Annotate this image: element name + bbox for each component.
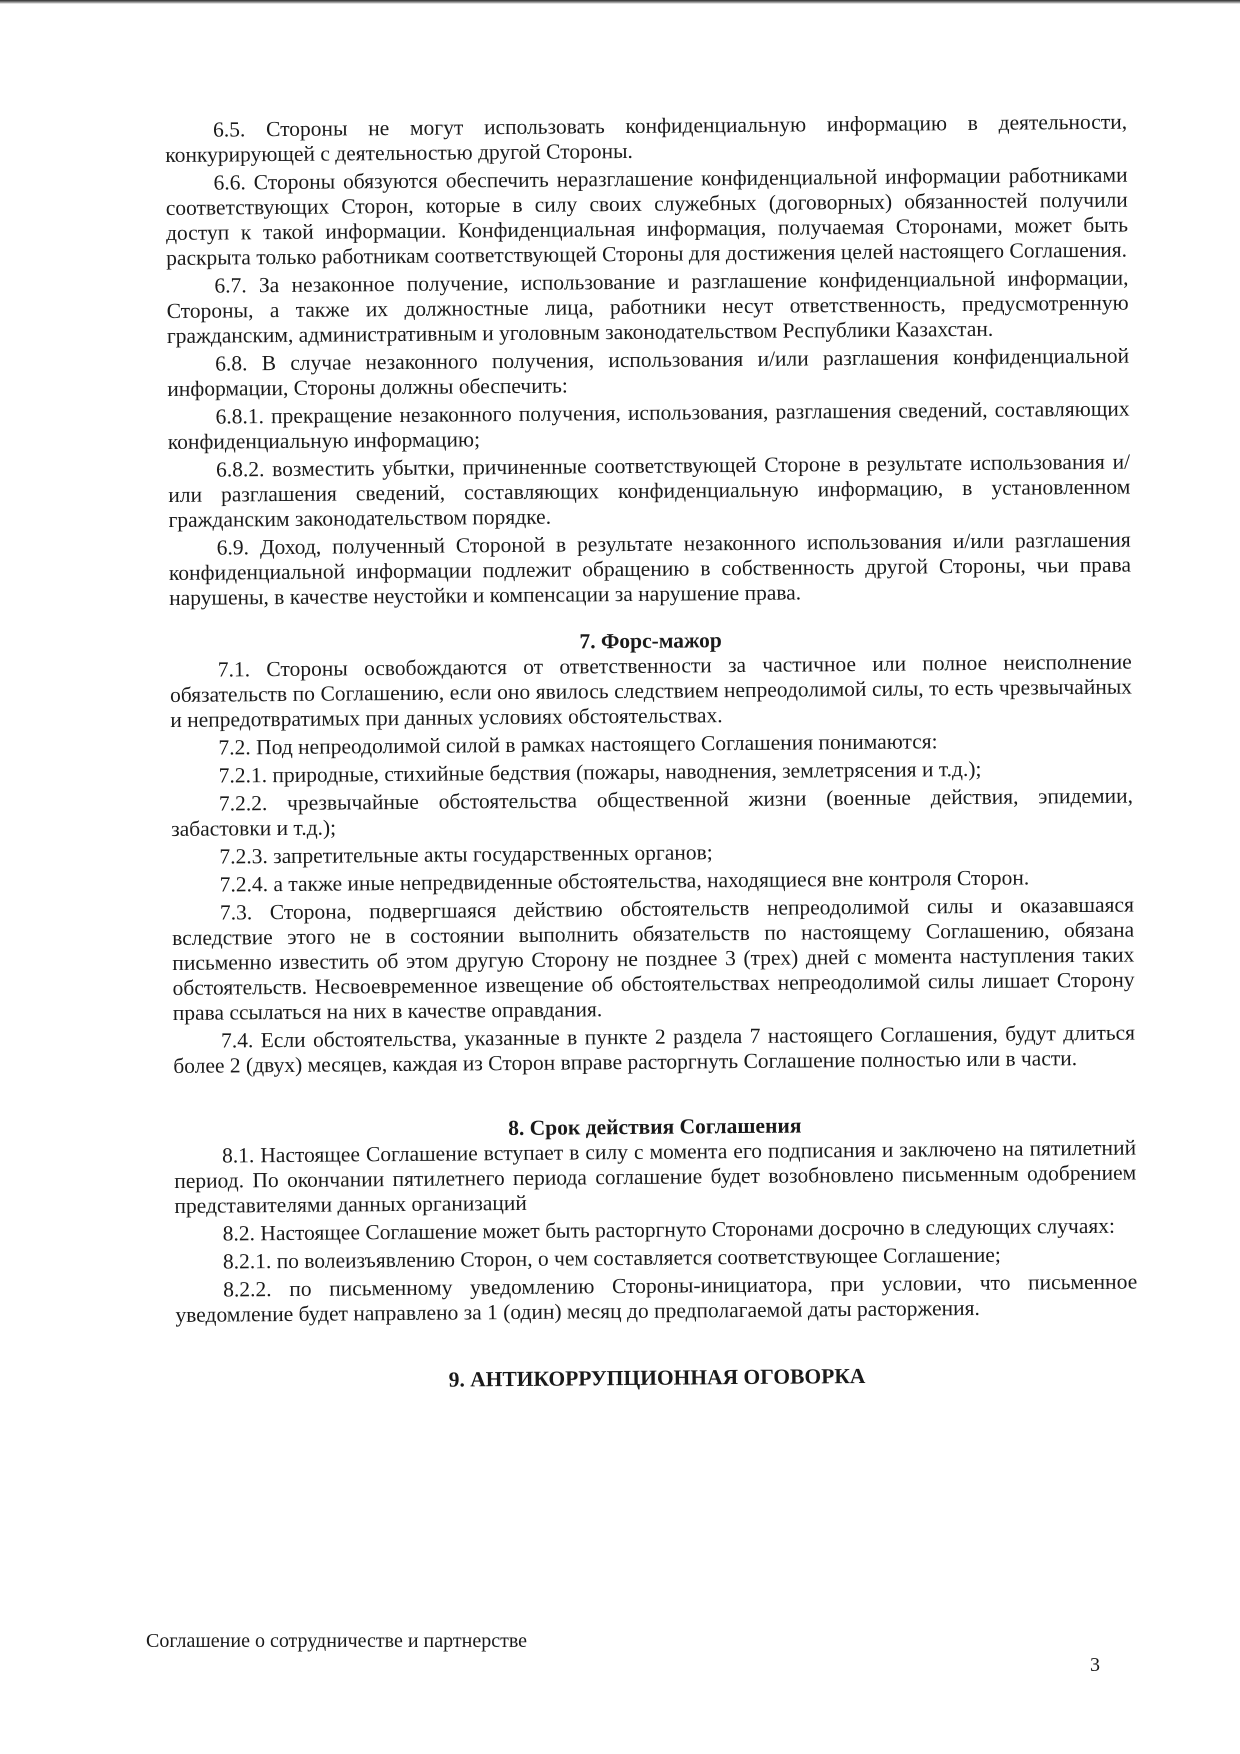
paragraph-8-2: 8.2. Настоящее Соглашение может быть расторгнуто Сторонами досрочно в следующих случаях: [222, 1213, 1116, 1246]
section-9-heading: 9. АНТИКОРРУПЦИОННАЯ ОГОВОРКА [448, 1363, 866, 1392]
paragraph-6-8: 6.8. В случае незаконного получения, использования и/или разглашения конфиденциальной информации, Стороны должны обеспечить: [167, 343, 1130, 401]
paragraph-6-8-1: 6.8.1. прекращение незаконного получения, использования, разглашения сведений, составляющих конфиденциальную информацию; [167, 396, 1130, 454]
paragraph-7-2-3: 7.2.3. запретительные акты государственных органов; [219, 840, 713, 869]
footer-page-number: 3 [1090, 1654, 1100, 1676]
paragraph-7-2-2: 7.2.2. чрезвычайные обстоятельства общественной жизни (военные действия, эпидемии, забастовки и т.д.); [171, 783, 1134, 841]
paragraph-8-2-1: 8.2.1. по волеизъявлению Сторон, о чем составляется соответствующее Соглашение; [222, 1242, 1001, 1274]
paragraph-7-1: 7.1. Стороны освобождаются от ответственности за частичное или полное неисполнение обязательств по Соглашению, если оно явилось следствием непреодолимой силы, то есть чрезвычайных и непредотвратимых при данных условиях обстоятельствах. [169, 649, 1133, 732]
footer-document-title: Соглашение о сотрудничестве и партнерстве [146, 1630, 528, 1652]
document-page [165, 110, 1138, 1395]
paragraph-7-2-1: 7.2.1. природные, стихийные бедствия (пожары, наводнения, землетрясения и т.д.); [218, 756, 982, 788]
section-7-heading: 7. Форс-мажор [579, 628, 722, 654]
paragraph-6-8-2: 6.8.2. возместить убытки, причиненные соответствующей Стороне в результате использования и/или разглашения сведений, составляющих конфиденциальную информацию, в установленном гражданским законодательством порядке. [168, 449, 1131, 532]
paragraph-7-3: 7.3. Сторона, подвергшаяся действию обстоятельств непреодолимой силы и оказавшаяся вследствие этого не в состоянии выполнить обязательств по настоящему Соглашению, обязана письменно известить об этом другую Сторону не позднее 3 (трех) дней с момента наступления таких обстоятельств. Несвоевременное извещение об обстоятельствах непреодолимой силы лишает Сторону права ссылаться на них в качестве оправдания. [172, 892, 1135, 1025]
paragraph-8-1: 8.1. Настоящее Соглашение вступает в силу с момента его подписания и заключено на пятилетний период. По окончании пятилетнего периода соглашение будет возобновлено письменным одобрением представителями данных организаций [174, 1135, 1137, 1218]
paragraph-6-7: 6.7. За незаконное получение, использование и разглашение конфиденциальной информации, Стороны, а также их должностные лица, работники несут ответственность, предусмотренную гражданским, административным и уголовным законодательством Республики Казахстан. [166, 265, 1129, 348]
paragraph-8-2-2: 8.2.2. по письменному уведомлению Стороны-инициатора, при условии, что письменное уведомление будет направлено за 1 (один) месяц до предполагаемой даты расторжения. [175, 1269, 1138, 1327]
paragraph-6-5: 6.5. Стороны не могут использовать конфиденциальную информацию в деятельности, конкурирующей с деятельностью другой Стороны. [165, 109, 1128, 167]
paragraph-7-2-4: 7.2.4. а также иные непредвиденные обстоятельства, находящиеся вне контроля Сторон. [219, 865, 1030, 897]
section-8-heading: 8. Срок действия Соглашения [508, 1113, 802, 1141]
paragraph-6-6: 6.6. Стороны обязуются обеспечить неразглашение конфиденциальной информации работниками соответствующих Сторон, которые в силу своих служебных (договорных) обязанностей получили доступ к такой информации. Конфиденциальная информация, получаемая Сторонами, может быть раскрыта только работникам соответствующей Стороны для достижения целей настоящего Соглашения. [165, 162, 1129, 270]
paragraph-7-4: 7.4. Если обстоятельства, указанные в пункте 2 раздела 7 настоящего Соглашения, будут длиться более 2 (двух) месяцев, каждая из Сторон вправе расторгнуть Соглашение полностью или в части. [173, 1020, 1136, 1078]
paragraph-7-2: 7.2. Под непреодолимой силой в рамках настоящего Соглашения понимаются: [218, 729, 938, 760]
scan-top-edge [0, 0, 1240, 4]
paragraph-6-9: 6.9. Доход, полученный Стороной в результате незаконного использования и/или разглашения конфиденциальной информации подлежит обращению в собственность другой Стороны, чьи права нарушены, в качестве неустойки и компенсации за нарушение права. [168, 527, 1132, 610]
